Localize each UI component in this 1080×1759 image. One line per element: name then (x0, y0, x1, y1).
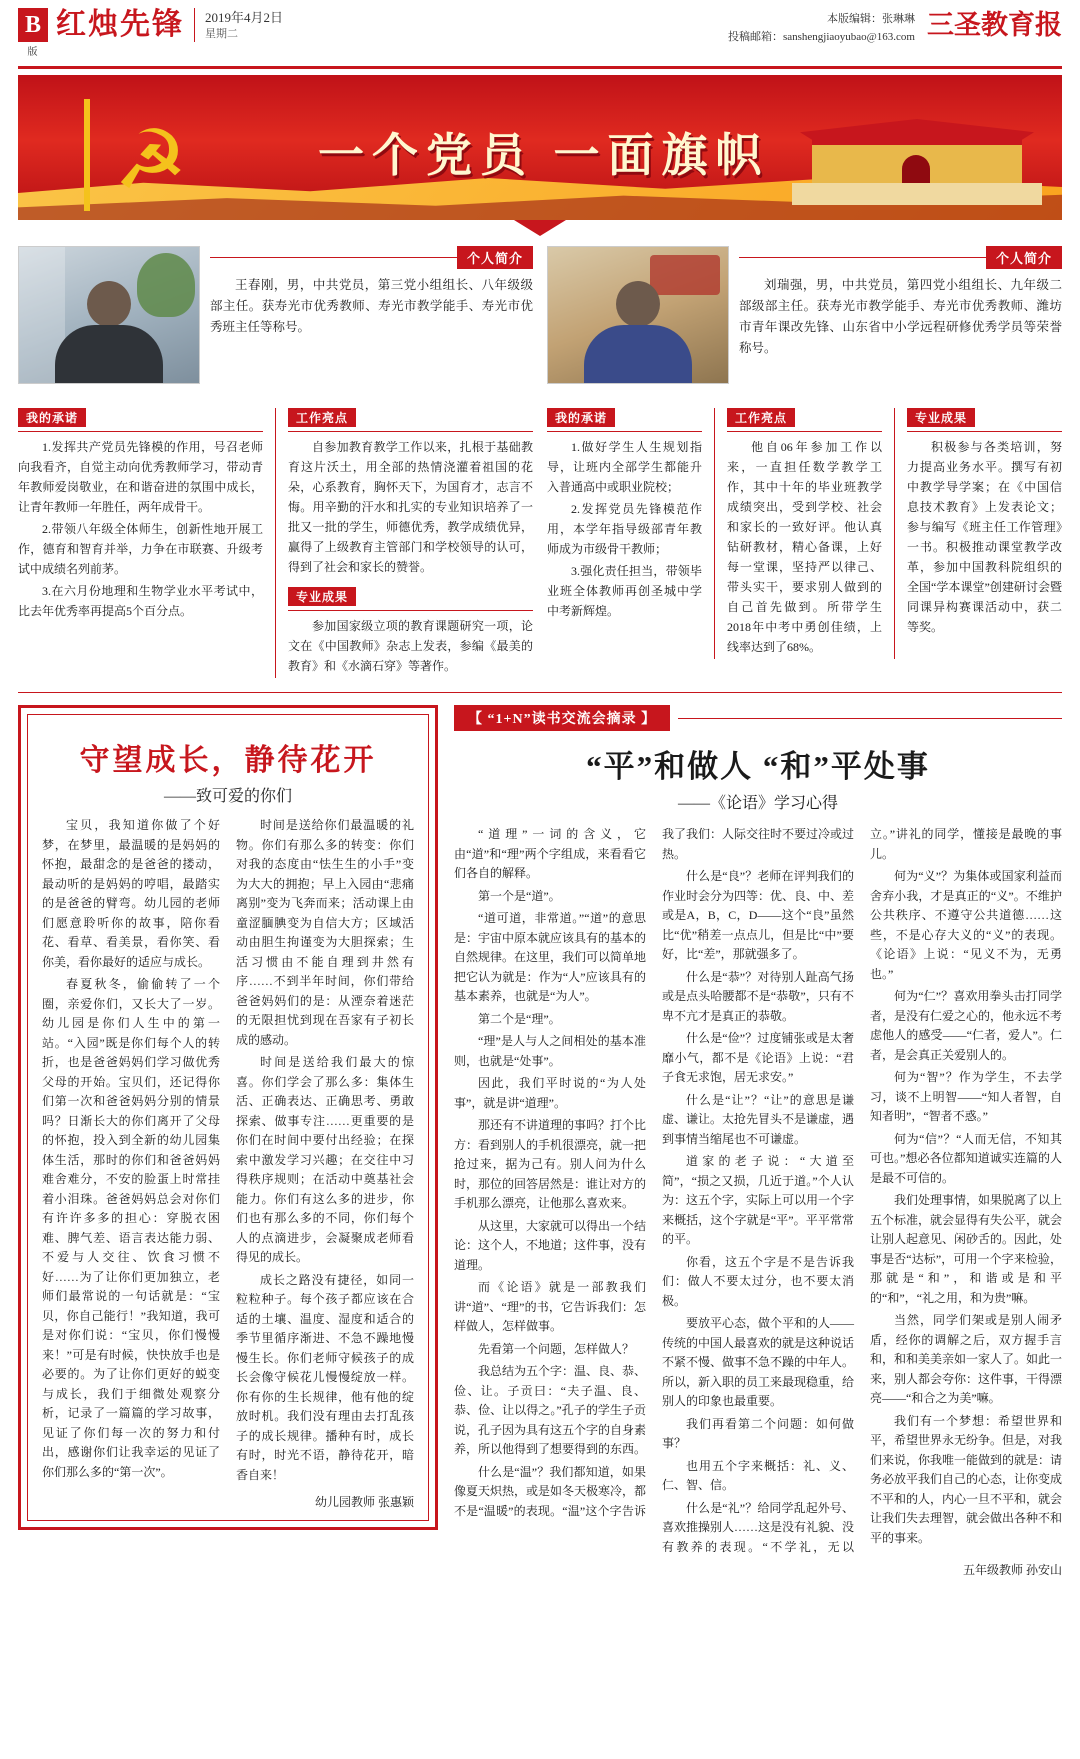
highlight-rule (288, 431, 533, 432)
feature-p7: 那还有不讲道理的事吗？打个比方：看到别人的手机很漂亮，就一把抢过来，据为己有。别人问为什么时，那位的回答居然是：谁让对方的手机那么漂亮，让他那么喜欢来。 (454, 1118, 647, 1210)
achievement-p1: 参加国家级立项的教育课题研究一项，论文在《中国教师》杂志上发表，参编《最美的教育》和《水滴石穿》等著作。 (288, 619, 533, 673)
promise-column-left (18, 408, 263, 678)
photo-banner (650, 255, 720, 295)
detail-left (18, 394, 533, 678)
edition-badge (18, 8, 48, 58)
portrait-wang-chungang (18, 246, 200, 384)
publish-date: 2019年4月2日 (205, 10, 284, 25)
essay-subtitle: ——致可爱的你们 (163, 788, 292, 805)
feature-p8: 从这里，大家就可以得出一个结论：这个人，不地道；这件事，没有道理。 (454, 1218, 647, 1272)
essay-box-inner (27, 714, 429, 1521)
banner-slogan: 一个党员 一面旗帜 (318, 130, 770, 181)
feature-signature: 五年级教师 孙安山 (962, 1563, 1062, 1577)
profile-tag: 个人简介 (457, 246, 533, 269)
feature-p27: 我们处理事情，如果脱离了以上五个标准，就会显得有失公平，就会让别人起意见、闲砂舌的。因此，处事是否“达标”，可用一个字来检验，那就是“和”，和谐或是和平的“和”，“礼之用，和为贵”嘛。 (870, 1193, 1063, 1305)
photo-body (55, 325, 163, 384)
achievement-tag: 专业成果 (288, 587, 356, 606)
highlight-column-left (288, 408, 533, 678)
edition-label: 版 (27, 47, 39, 58)
feature-p26: 何为“信”？“人而无信，不知其可也。”想必各位都知道诚实连篇的人是最不可信的。 (870, 1131, 1062, 1185)
feature-p2: 第一个是“道”。 (478, 888, 561, 903)
profile-row (14, 236, 1066, 384)
paper-logo: 三圣教育报 (927, 10, 1062, 40)
highlight-tag: 工作亮点 (288, 408, 356, 427)
feature-p23: 何为“义”？为集体或国家利益而舍弃小我，才是真正的“义”。不维护公共秩序、不遵守公共道德……这些，不是心存大义的“义”的表现。《论语》上说：“见义不为，无勇也。” (870, 869, 1062, 981)
achievement-column-right (907, 408, 1062, 659)
profile-right (547, 246, 1062, 384)
feature-p12: 什么是“温”？我们都知道，如果像夏天炽热，或是如冬天极寒冷，都不是“温暖”的表现。“温”这个字告诉我了我们：人际交往时不要过冷或过热。 (454, 827, 855, 1518)
page-title: 红烛先锋 (56, 8, 195, 42)
feature-p21: 也用五个字来概括：礼、义、仁、智、信。 (662, 1458, 854, 1492)
masthead (14, 0, 1066, 64)
essay-box (18, 705, 438, 1530)
highlight-rule (727, 431, 882, 432)
feature-p29: 我们有一个梦想：希望世界和平，希望世界永无纷争。但是，对我们来说，你我唯一能做到的就是：请务必放平我们自己的心态，让你变成不平和的人，内心一旦不平和，就会让我们失去理智，就会做出各种不和平的事来。 (870, 1413, 1063, 1545)
feature-title: “平”和做人 “和”平处事 (586, 749, 930, 784)
achievement-rule (288, 610, 533, 611)
feature-p19: 要放平心态，做个平和的人——传统的中国人最喜欢的就是这种说话不紧不慢、做事不急不躁的中年人。所以，新入职的员工来最现稳重，给别人的印象也最重要。 (662, 1316, 855, 1408)
feature-p20: 我们再看第二个问题：如何做事？ (662, 1416, 854, 1450)
achievement-body (288, 616, 533, 676)
feature-p3: “道可道，非常道。”“道”的意思是：宇宙中原本就应该具有的基本的自然规律。在这里，我们可以简单地把它认为就是：作为“人”应该具有的基本素养，也就是“为人”。 (454, 911, 647, 1003)
party-emblem-icon (58, 93, 268, 208)
promise-p3: 3.强化责任担当，带领毕业班全体教师再创圣城中学中考新辉煌。 (547, 564, 702, 618)
photo-head (87, 281, 131, 327)
masthead-meta (728, 8, 927, 46)
feature-p28: 当然，同学们架或是别人闹矛盾，经你的调解之后，双方握手言和，和和美美亲如一家人了。如此一来，别人都会夸你：这件事，干得漂亮——“和合之为美”嘛。 (870, 1313, 1063, 1405)
achievement-p1: 积极参与各类培训，努力提高业务水平。撰写有初中教学导学案；在《中国信息技术教育》上发表论文；参与编写《班主任工作管理》一书。积极推动课堂教学改革，参加中国教科院组织的全国“学本课堂”创建研讨会暨同课异构赛课活动中，获二等奖。 (907, 440, 1062, 634)
flag-pole-icon (84, 99, 90, 211)
feature-p22: 什么是“礼”？给同学乱起外号、喜欢推操别人……这是没有礼貌、没有教养的表现。“不学礼，无以立。”讲礼的同学，懂接是最晚的事儿。 (662, 827, 1062, 1554)
edition-letter: B (18, 8, 48, 42)
feature-p6: 因此，我们平时说的“为人处事”，就是讲“道理”。 (454, 1076, 646, 1110)
masthead-right (728, 8, 1062, 46)
heading-rule-left (210, 257, 457, 258)
feature-p15: 什么是“俭”？过度铺张或是太奢靡小气，都不是《论语》上说：“君子食无求饱，居无求安。” (662, 1031, 854, 1084)
profile-heading (739, 246, 1062, 269)
feature-subtitle: ——《论语》学习心得 (677, 795, 838, 812)
highlight-column-right (727, 408, 882, 659)
promise-p2: 2.发挥党员先锋模范作用，本学年指导级部青年教师成为市级骨干教师； (547, 502, 702, 556)
feature-badge-rule (678, 718, 1062, 719)
weekday: 星期二 (205, 28, 238, 40)
profile-text-left (210, 246, 533, 384)
promise-p1: 1.发挥共产党员先锋模的作用，号召老师向我看齐，自觉主动向优秀教师学习，带动青年教师爱岗敬业，在和谐奋进的氛围中成长，让青年教师一年胜任，两年成骨干。 (18, 440, 263, 514)
feature-p16: 什么是“让”？“让”的意思是谦虚、谦让。太抢先冒头不是谦虚，遇到事情当缩尾也不可谦虚。 (662, 1092, 855, 1146)
essay-title: 守望成长，静待花开 (79, 744, 377, 777)
date-block (205, 8, 283, 43)
tiananmen-base (792, 183, 1042, 205)
feature-badge-row (454, 705, 1062, 731)
lower-row (14, 693, 1066, 1594)
detail-row (14, 384, 1066, 678)
feature-p17: 道家的老子说：“大道至简”，“损之又损，几近于道。”个人认为：这五个字，实际上可以用一个字来概括，这个字就是“平”。平平常常的平。 (662, 1154, 855, 1246)
profile-tag: 个人简介 (986, 246, 1062, 269)
highlight-p1: 他自06年参加工作以来，一直担任数学教学工作，其中十年的毕业班教学成绩突出，受到学校、社会和家长的一致好评。他认真钻研教材，精心备课，上好每一堂课，坚持严以律己、带头实干，要求别人做到的自己首先做到。所带学生2018年中考中勇创佳绩，上线率达到了68%。 (727, 440, 882, 654)
photo-body (584, 325, 692, 384)
profile-bio: 王春刚，男，中共党员，第三党小组组长、八年级级部主任。获寿光市优秀教师、寿光市教学能手、寿光市优秀班主任等称号。 (210, 278, 533, 334)
essay-p3: 时间是送给你们最温暖的礼物。你们有那么多的转变：你们对我的态度由“怯生生的小手”变为大大的拥抱；早上入园由“悲痛离别”变为飞奔而来；活动课上由童涩腼腆变为自信大方；区域活动由胆生拘谨变为大胆探索；生活习惯由不能自理到井然有序……不到半年时间，你们带给爸爸妈妈们的是：从湮奈着迷茫的无限担忧到现在吾家有子初长成的感动。 (236, 818, 414, 1047)
banner-notch (514, 220, 566, 236)
column-separator (714, 408, 715, 659)
promise-p1: 1.做好学生人生规划指导，让班内全部学生都能升入普通高中或职业院校； (547, 440, 702, 494)
email-line: 投稿邮箱：sanshengjiaoyubao@163.com (727, 31, 915, 43)
profile-text-right (739, 246, 1062, 384)
promise-rule (547, 431, 702, 432)
feature-p10: 先看第一个问题，怎样做人？ (478, 1341, 635, 1356)
editor-line: 本版编辑：张琳琳 (827, 13, 915, 25)
promise-column-right (547, 408, 702, 659)
feature-p18: 你看，这五个字是不是告诉我们：做人不要太过分，也不要太消极。 (662, 1254, 854, 1308)
photo-plant (137, 253, 195, 317)
essay-signature: 幼儿园教师 张惠颖 (314, 1494, 414, 1509)
essay-p2: 春夏秋冬，偷偷转了一个圈，亲爱你们，又长大了一岁。幼儿园是你们人生中的第一站。“入园”既是你们每个人的转折，也是爸爸妈妈们学习做优秀父母的开始。宝贝们，还记得你们第一次和爸爸妈妈分别的情景吗？日渐长大的你们离开了父母的怀抱，投入到全新的幼儿园集体生活，那时的你们和爸爸妈妈难舍难分，不安的脸蛋上时常挂着小泪珠。爸爸妈妈总会对你们有许许多多的担心：穿脱衣困难、脾气差、语言表达能力弱、不爱与人交往、饮食习惯不好……为了让你们更加独立，老师们最常说的一句话就是：“宝贝，你自己能行！”我知道，我可是对你们说：“宝贝，你们慢慢来！”可是有时候，快快放手也是必要的。为了让你们更好的蜕变与成长，我们于细微处观察分析，记录了一篇篇的学习故事，见证了你们每一次的努力和付出，感谢你们让我幸运的见证了你们那么多的“第一次”。 (42, 977, 220, 1479)
promise-body (18, 437, 263, 621)
achievement-body (907, 437, 1062, 637)
promise-tag: 我的承诺 (18, 408, 86, 427)
feature-p1: “道理”一词的含义，它由“道”和“理”两个字组成，来看看它们各自的解释。 (454, 827, 646, 880)
essay-body (42, 816, 414, 1487)
promise-p3: 3.在六月份地理和生物学业水平考试中，比去年优秀率再提高5个百分点。 (18, 584, 263, 618)
feature-p11: 我总结为五个字：温、良、恭、俭、让。子贡曰：“夫子温、良、恭、俭、让以得之。”孔子的学生子贡说，孔子因为具有这五个字的自身素养，所以他得到了想要得到的东西。 (454, 1364, 647, 1456)
feature-p4: 第二个是“理”。 (478, 1011, 561, 1026)
detail-right (547, 394, 1062, 678)
heading-rule-left (739, 257, 986, 258)
tiananmen-gate (902, 155, 930, 183)
promise-p2: 2.带领八年级全体师生，创新性地开展工作，德育和智育并举，力争在市联赛、升级考试中成绩名列前茅。 (18, 522, 263, 576)
profile-bio: 刘瑞强，男，中共党员，第四党小组组长、九年级二部级部主任。获寿光市教学能手、寿光市优秀教师、潍坊市青年课改先锋、山东省中小学远程研修优秀学员等荣誉称号。 (739, 278, 1062, 355)
feature-panel (454, 705, 1062, 1578)
feature-body (454, 825, 1062, 1557)
promise-rule (18, 431, 263, 432)
feature-p13: 什么是“良”？老师在评判我们的作业时会分为四等：优、良、中、差或是A，B，C，D——这个“良”虽然比“优”稍差一点点儿，但是比“中”要好，比“差”，那就强多了。 (662, 869, 855, 961)
promise-body (547, 437, 702, 621)
header-banner (18, 75, 1062, 220)
highlight-p1: 自参加教育教学工作以来，扎根于基础教育这片沃土，用全部的热情浇灌着祖国的花朵，心系教育，胸怀天下，为国育才，志言不悔。用辛勤的汗水和扎实的专业知识培养了一批又一批的学生，师德优秀，教学成绩优异，赢得了上级教育主管部门和学校领导的认可，得到了社会和家长的赞誉。 (288, 440, 533, 574)
achievement-tag: 专业成果 (907, 408, 975, 427)
feature-p9: 而《论语》就是一部教我们讲“道”、“理”的书，它告诉我们：怎样做人，怎样做事。 (454, 1280, 646, 1333)
feature-badge: 【 “1+N”读书交流会摘录 】 (454, 705, 670, 731)
highlight-body (288, 437, 533, 577)
essay-p4: 时间是送给我们最大的惊喜。你们学会了那么多：集体生活、正确表达、正确思考、勇敢探索、做事专注……更重要的是你们在时间中要付出经验；在探索中激发学习兴趣；在交往中习得秩序规则；在活动中奠基社会能力。你们有这么多的进步，你们也有那么多的不同，你们每个人的点滴进步，会凝聚成老师看得见的成长。 (236, 1055, 414, 1264)
achievement-rule (907, 431, 1062, 432)
feature-p5: “理”是人与人之间相处的基本准则，也就是“处事”。 (454, 1034, 646, 1068)
promise-tag: 我的承诺 (547, 408, 615, 427)
essay-p1: 宝贝，我知道你做了个好梦，在梦里，最温暖的是妈妈的怀抱，最甜念的是爸爸的搂动，最动听的是妈妈的哼唱，最踏实的是爸爸的臂弯。幼儿园的老师们愿意聆听你的故事，陪你看花、看草、看美景，看你笑、看你美，看你最好的适应与成长。 (42, 818, 220, 969)
essay-p5: 成长之路没有捷径，如同一粒粒种子。每个孩子都应该在合适的土壤、温度、湿度和适合的季节里循序渐进、不急不躁地慢慢生长。你们老师守候孩子的成长会像守候花儿慢慢绽放一样。你有你的生长规律，他有他的绽放时机。我们没有理由去打乱孩子的成长规律。播种有时，成长有时，时光不语，静待花开，暗香自来！ (236, 1272, 414, 1482)
tiananmen-roof (800, 119, 1034, 141)
feature-p14: 什么是“恭”？对待别人趾高气扬或是点头哈腰都不是“恭敬”，只有不卑不亢才是真正的恭敬。 (662, 969, 854, 1023)
profile-left (18, 246, 533, 384)
hammer-sickle-icon: ☭ (114, 113, 188, 208)
highlight-body (727, 437, 882, 657)
tiananmen-icon (782, 97, 1052, 207)
column-separator (275, 408, 276, 678)
portrait-liu-ruiqiang (547, 246, 729, 384)
profile-heading (210, 246, 533, 269)
column-separator (894, 408, 895, 659)
feature-p25: 何为“智”？作为学生，不去学习，谈不上明智——“知人者智，自知者明”，“智者不惑。” (870, 1070, 1062, 1123)
photo-head (616, 281, 660, 327)
masthead-divider (18, 66, 1062, 69)
highlight-tag: 工作亮点 (727, 408, 795, 427)
feature-p24: 何为“仁”？喜欢用拳头击打同学者，是没有仁爱之心的，他永远不考虑他人的感受——“仁者，爱人”。仁者，是会真正关爱别人的。 (870, 989, 1063, 1062)
essay-panel (18, 705, 438, 1578)
